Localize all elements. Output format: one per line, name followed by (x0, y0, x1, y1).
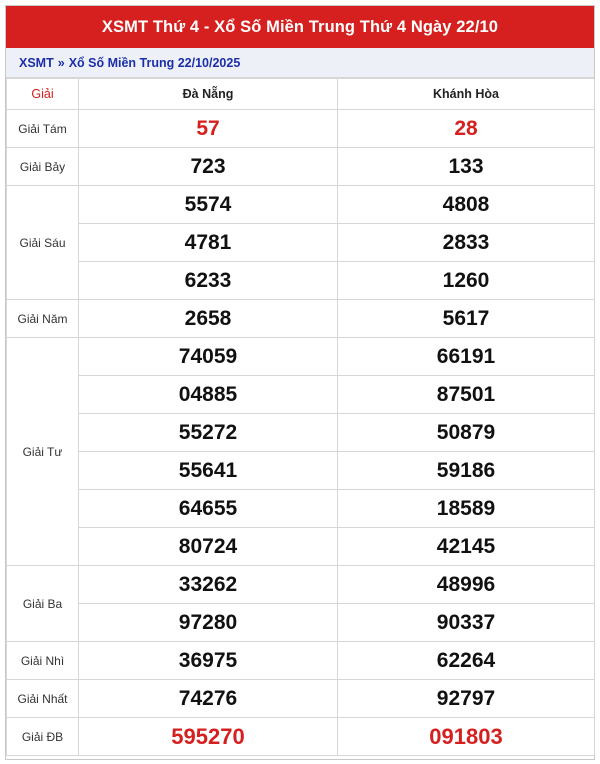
result-number: 28 (338, 110, 595, 148)
result-number: 62264 (338, 642, 595, 680)
column-header-khanh-hoa: Khánh Hòa (338, 79, 595, 110)
table-row (7, 718, 595, 756)
result-number: 4781 (79, 224, 338, 262)
result-number: 33262 (79, 566, 338, 604)
prize-label: Giải Tư (7, 338, 79, 566)
table-row (7, 300, 595, 338)
results-table (6, 78, 595, 756)
page-title: XSMT Thứ 4 - Xổ Số Miền Trung Thứ 4 Ngày 22/10 (6, 6, 594, 48)
table-row (7, 414, 595, 452)
result-number: 4808 (338, 186, 595, 224)
table-header-row (7, 79, 595, 110)
table-row (7, 110, 595, 148)
result-number: 04885 (79, 376, 338, 414)
table-row (7, 604, 595, 642)
table-row (7, 566, 595, 604)
result-number: 59186 (338, 452, 595, 490)
table-row (7, 338, 595, 376)
table-row (7, 376, 595, 414)
prize-label: Giải Tám (7, 110, 79, 148)
result-number: 6233 (79, 262, 338, 300)
breadcrumb-current-link[interactable]: Xổ Số Miền Trung 22/10/2025 (68, 55, 241, 70)
result-number: 90337 (338, 604, 595, 642)
result-number: 42145 (338, 528, 595, 566)
result-number: 55272 (79, 414, 338, 452)
prize-label: Giải Sáu (7, 186, 79, 300)
table-row (7, 148, 595, 186)
breadcrumb-separator: » (57, 55, 65, 70)
special-prize-number: 091803 (338, 718, 595, 756)
result-number: 66191 (338, 338, 595, 376)
table-row (7, 452, 595, 490)
result-number: 48996 (338, 566, 595, 604)
result-number: 1260 (338, 262, 595, 300)
result-number: 74059 (79, 338, 338, 376)
table-row (7, 680, 595, 718)
result-number: 723 (79, 148, 338, 186)
result-number: 97280 (79, 604, 338, 642)
table-row (7, 224, 595, 262)
table-row (7, 262, 595, 300)
prize-label: Giải ĐB (7, 718, 79, 756)
result-number: 2833 (338, 224, 595, 262)
result-number: 5617 (338, 300, 595, 338)
results-card (5, 5, 595, 760)
prize-label: Giải Nhì (7, 642, 79, 680)
result-number: 55641 (79, 452, 338, 490)
breadcrumb (6, 48, 594, 78)
result-number: 18589 (338, 490, 595, 528)
result-number: 50879 (338, 414, 595, 452)
column-header-prize: Giải (7, 79, 79, 110)
table-row (7, 642, 595, 680)
result-number: 2658 (79, 300, 338, 338)
prize-label: Giải Bảy (7, 148, 79, 186)
special-prize-number: 595270 (79, 718, 338, 756)
result-number: 36975 (79, 642, 338, 680)
result-number: 87501 (338, 376, 595, 414)
result-number: 57 (79, 110, 338, 148)
column-header-da-nang: Đà Nẵng (79, 79, 338, 110)
table-row (7, 490, 595, 528)
result-number: 64655 (79, 490, 338, 528)
result-number: 5574 (79, 186, 338, 224)
breadcrumb-root-link[interactable]: XSMT (19, 55, 54, 70)
prize-label: Giải Năm (7, 300, 79, 338)
result-number: 74276 (79, 680, 338, 718)
result-number: 92797 (338, 680, 595, 718)
prize-label: Giải Nhất (7, 680, 79, 718)
prize-label: Giải Ba (7, 566, 79, 642)
table-row (7, 528, 595, 566)
table-row (7, 186, 595, 224)
result-number: 133 (338, 148, 595, 186)
result-number: 80724 (79, 528, 338, 566)
